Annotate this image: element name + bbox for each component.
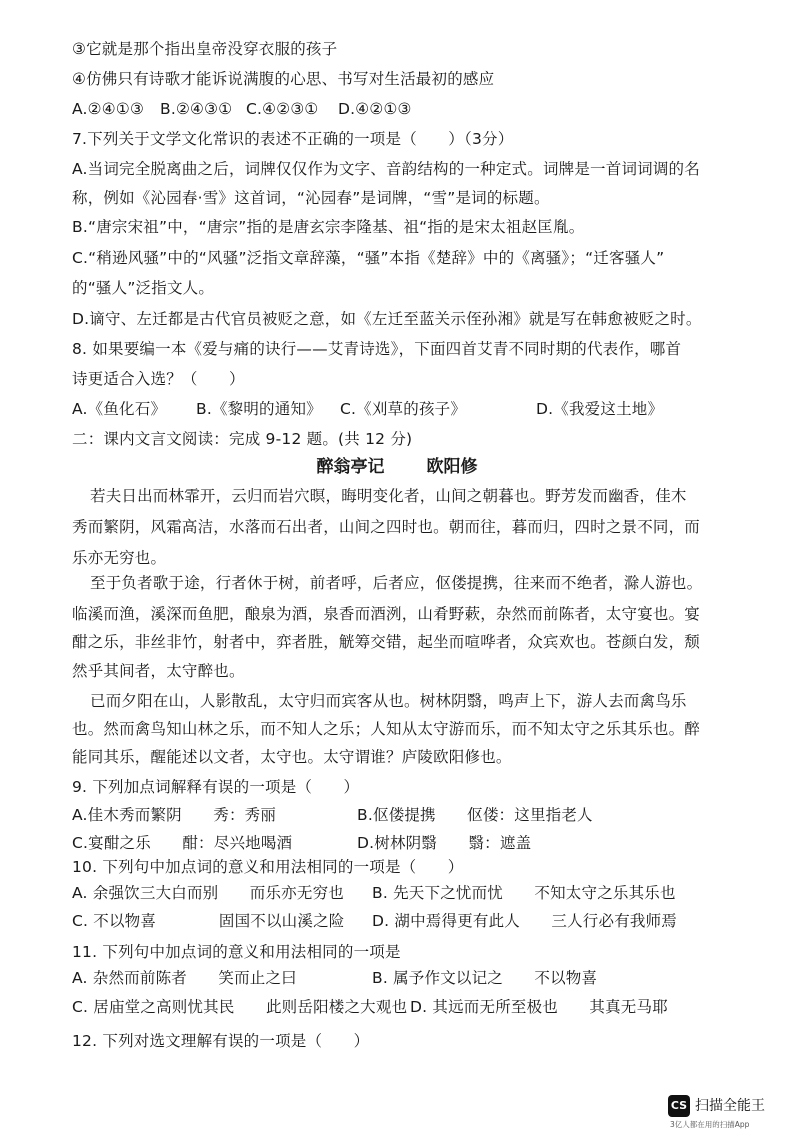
q6-choice-b: B.②④③①: [160, 100, 233, 118]
section-2-heading: 二：课内文言文阅读：完成 9-12 题。(共 12 分): [72, 430, 413, 448]
q10-choices-cd: [72, 910, 677, 932]
q11-choice-c: C. 居庙堂之高则忧其民 此则岳阳楼之大观也: [72, 998, 408, 1016]
passage-p1-line-2: 秀而繁阴，风霜高洁，水落而石出者，山间之四时也。朝而往，暮而归，四时之景不同，而: [72, 518, 701, 536]
q7-option-d: D.谪守、左迁都是古代官员被贬之意，如《左迁至蓝关示侄孙湘》就是写在韩愈被贬之时。: [72, 310, 702, 328]
q8-choice-b: B.《黎明的通知》: [196, 400, 322, 418]
question-9: 9. 下列加点词解释有误的一项是（ ）: [72, 778, 360, 796]
passage-p2-line-1: 至于负者歌于途，行者休于树，前者呼，后者应，伛偻提携，往来而不绝者，滁人游也。: [90, 574, 703, 592]
q6-choice-a: A.②④①③: [72, 100, 145, 118]
passage-p1-line-1: 若夫日出而林霏开，云归而岩穴暝，晦明变化者，山间之朝暮也。野芳发而幽香，佳木: [90, 487, 687, 505]
q6-choice-c: C.④②③①: [246, 100, 319, 118]
passage-p3-line-1: 已而夕阳在山，人影散乱，太守归而宾客从也。树林阴翳，鸣声上下，游人去而禽鸟乐: [90, 692, 687, 710]
q11-choice-a: A. 杂然而前陈者 笑而止之曰: [72, 969, 297, 987]
scanner-watermark: [668, 1093, 786, 1133]
passage-p2-line-2: 临溪而渔，溪深而鱼肥，酿泉为酒，泉香而酒洌，山肴野蔌，杂然而前陈者，太守宴也。宴: [72, 605, 701, 623]
question-8-line-2: 诗更适合入选？（ ）: [72, 370, 245, 388]
q7-option-c-1: C.“稍逊风骚”中的“风骚”泛指文章辞藻，“骚”本指《楚辞》中的《离骚》；“迁客骚人”: [72, 249, 665, 267]
passage-title: [0, 455, 794, 479]
question-10: 10. 下列句中加点词的意义和用法相同的一项是（ ）: [72, 858, 464, 876]
question-7: 7.下列关于文学文化常识的表述不正确的一项是（ ）（3分）: [72, 130, 514, 148]
q6-choice-d: D.④②①③: [338, 100, 412, 118]
q6-choices: [72, 98, 412, 120]
q11-choices-cd: [72, 996, 668, 1018]
q11-choice-b: B. 属予作文以记之 不以物喜: [372, 969, 598, 987]
q9-choices-cd: [72, 832, 531, 854]
question-12: 12. 下列对选文理解有误的一项是（ ）: [72, 1032, 370, 1050]
passage-p2-line-4: 然乎其间者，太守醉也。: [72, 662, 245, 680]
q11-choices-ab: [72, 967, 597, 989]
watermark-app-name: 扫描全能王: [695, 1098, 765, 1114]
q7-option-a-1: A.当词完全脱离曲之后，词牌仅仅作为文字、音韵结构的一种定式。词牌是一首词词调的名: [72, 160, 700, 178]
q10-choice-c: C. 不以物喜 固国不以山溪之险: [72, 912, 345, 930]
q10-choice-d: D. 湖中焉得更有此人 三人行必有我师焉: [372, 912, 677, 930]
question-8-line-1: 8. 如果要编一本《爱与痛的诀行——艾青诗选》，下面四首艾青不同时期的代表作，哪首: [72, 340, 682, 358]
question-11: 11. 下列句中加点词的意义和用法相同的一项是: [72, 943, 401, 961]
q7-option-b: B.“唐宗宋祖”中，“唐宗”指的是唐玄宗李隆基、祖“指的是宋太祖赵匡胤。: [72, 218, 585, 236]
camscanner-logo-icon: CS: [668, 1095, 690, 1117]
q9-choice-c: C.宴酣之乐 酣：尽兴地喝酒: [72, 834, 293, 852]
q9-choice-b: B.伛偻提携 伛偻：这里指老人: [357, 806, 593, 824]
q11-choice-d: D. 其远而无所至极也 其真无马耶: [410, 998, 668, 1016]
watermark-tagline: 3亿人都在用的扫描App: [670, 1120, 750, 1129]
q9-choice-d: D.树林阴翳 翳：遮盖: [357, 834, 532, 852]
q8-choice-a: A.《鱼化石》: [72, 400, 167, 418]
q10-choice-a: A. 余强饮三大白而别 而乐亦无穷也: [72, 884, 344, 902]
passage-p2-line-3: 酣之乐，非丝非竹，射者中，弈者胜，觥筹交错，起坐而喧哗者，众宾欢也。苍颜白发，颓: [72, 633, 701, 651]
passage-p3-line-3: 能同其乐，醒能述以文者，太守也。太守谓谁？庐陵欧阳修也。: [72, 748, 512, 766]
q9-choice-a: A.佳木秀而繁阴 秀：秀丽: [72, 806, 277, 824]
passage-p1-line-3: 乐亦无穷也。: [72, 549, 167, 567]
passage-title-author: 欧阳修: [426, 457, 478, 477]
option-line-3: ③它就是那个指出皇帝没穿衣服的孩子: [72, 40, 338, 58]
option-line-4: ④仿佛只有诗歌才能诉说满腹的心思、书写对生活最初的感应: [72, 70, 495, 88]
q10-choice-b: B. 先天下之忧而忧 不知太守之乐其乐也: [372, 884, 676, 902]
passage-title-name: 醉翁亭记: [316, 457, 385, 477]
q7-option-c-2: 的“骚人”泛指文人。: [72, 279, 215, 297]
q8-choices: [72, 398, 663, 420]
q10-choices-ab: [72, 882, 676, 904]
passage-p3-line-2: 也。然而禽鸟知山林之乐，而不知人之乐；人知从太守游而乐，而不知太守之乐其乐也。醉: [72, 720, 701, 738]
q9-choices-ab: [72, 804, 593, 826]
q7-option-a-2: 称，例如《沁园春·雪》这首词，“沁园春”是词牌，“雪”是词的标题。: [72, 189, 550, 207]
q8-choice-d: D.《我爱这土地》: [536, 400, 664, 418]
q8-choice-c: C.《刈草的孩子》: [340, 400, 467, 418]
